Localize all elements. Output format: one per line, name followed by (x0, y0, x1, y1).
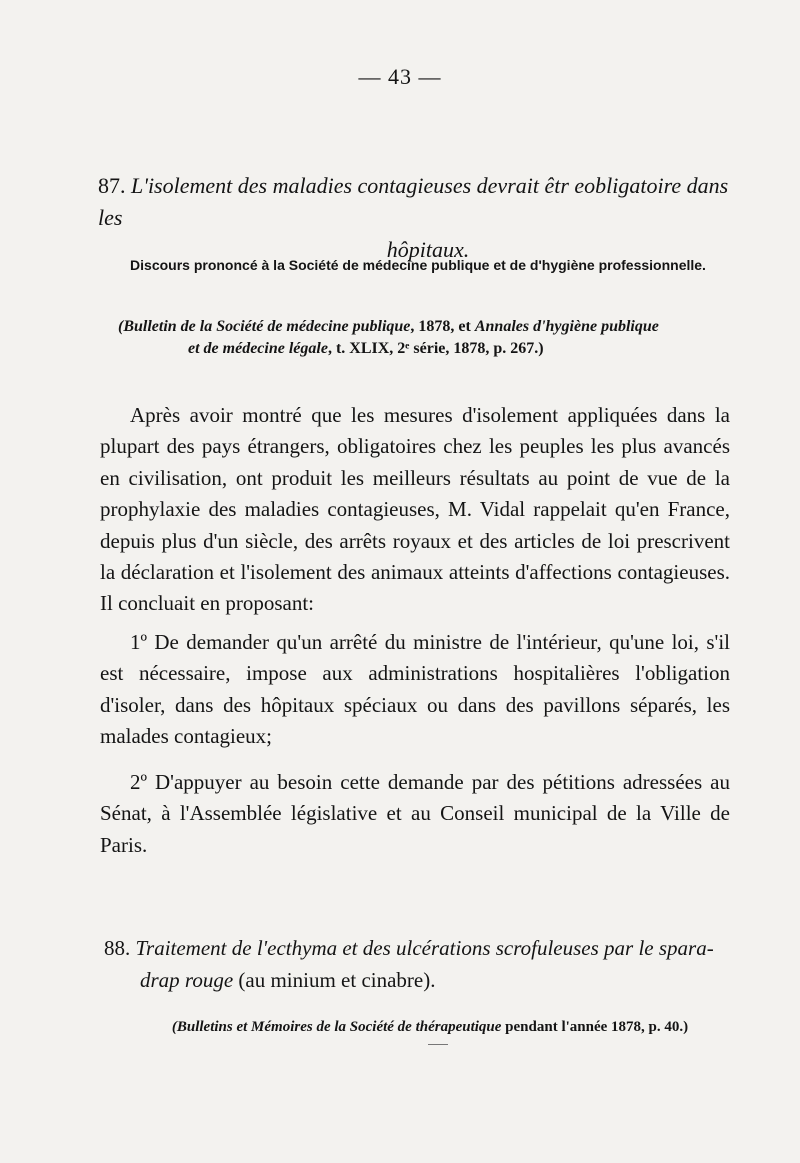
entry-87-title (98, 170, 738, 266)
entry-87-title-line2: hôpitaux. (386, 237, 470, 262)
entry-88-source-detail: pendant l'année 1878, p. 40.) (501, 1019, 689, 1035)
source-journal-1: (Bulletin de la Société de médecine publique (118, 318, 411, 335)
entry-88-title-line1: Traitement de l'ecthyma et des ulcérations scrofuleuses par le spara- (135, 936, 714, 960)
page-number: — 43 — (358, 64, 442, 89)
entry-88-source-journal: (Bulletins et Mémoires de la Société de thérapeutique (171, 1019, 502, 1035)
entry-88-title-line2 (104, 964, 744, 996)
entry-88-number: 88. (104, 936, 131, 960)
source-journal-2: Annales d'hygiène publique (474, 318, 659, 335)
entry-87-meta: Discours prononcé à la Société de médecine publique et de d'hygiène professionnelle. (130, 257, 706, 273)
decorative-mark (428, 1044, 448, 1045)
entry-87-number: 87. (98, 173, 126, 198)
entry-88-source (120, 1016, 740, 1038)
entry-87-title-line1: L'isolement des maladies contagieuses devrait êtr eobligatoire dans les (98, 173, 729, 230)
source-volume: , t. XLIX, 2ᵉ série, 1878, p. 267.) (327, 340, 544, 357)
source-year-1: , 1878, et (410, 318, 475, 335)
entry-87-paragraph-2: 1º De demander qu'un arrêté du ministre de l'intérieur, qu'une loi, s'il est nécessaire, impose aux administrations hospitalières l'obligation d'isoler, dans des hôpitaux spéciaux ou dans des pavillons séparés, les malades contagieux; (100, 630, 730, 749)
entry-88-title-italic: drap rouge (140, 968, 234, 992)
entry-87-paragraph-1: Après avoir montré que les mesures d'isolement appliquées dans la plupart des pays étrangers, obligatoires chez les peuples les plus avancés en civilisation, ont produit les meilleurs résultats au point de vue de la prophylaxie des maladies contagieuses, M. Vidal rappelait qu'en France, depuis plus d'un siècle, des arrêts royaux et des articles de loi prescrivent la déclaration et l'isolement des animaux atteints d'affections contagieuses. Il concluait en proposant: (100, 403, 730, 616)
entry-87-paragraph-3: 2º D'appuyer au besoin cette demande par des pétitions adressées au Sénat, à l'Assemblée législative et au Conseil municipal de la Ville de Paris. (100, 770, 730, 857)
entry-88-title (104, 932, 744, 996)
entry-88-title-plain: (au minium et cinabre). (233, 968, 436, 992)
entry-87-source (118, 316, 718, 360)
source-journal-2-cont: et de médecine légale (188, 340, 328, 357)
